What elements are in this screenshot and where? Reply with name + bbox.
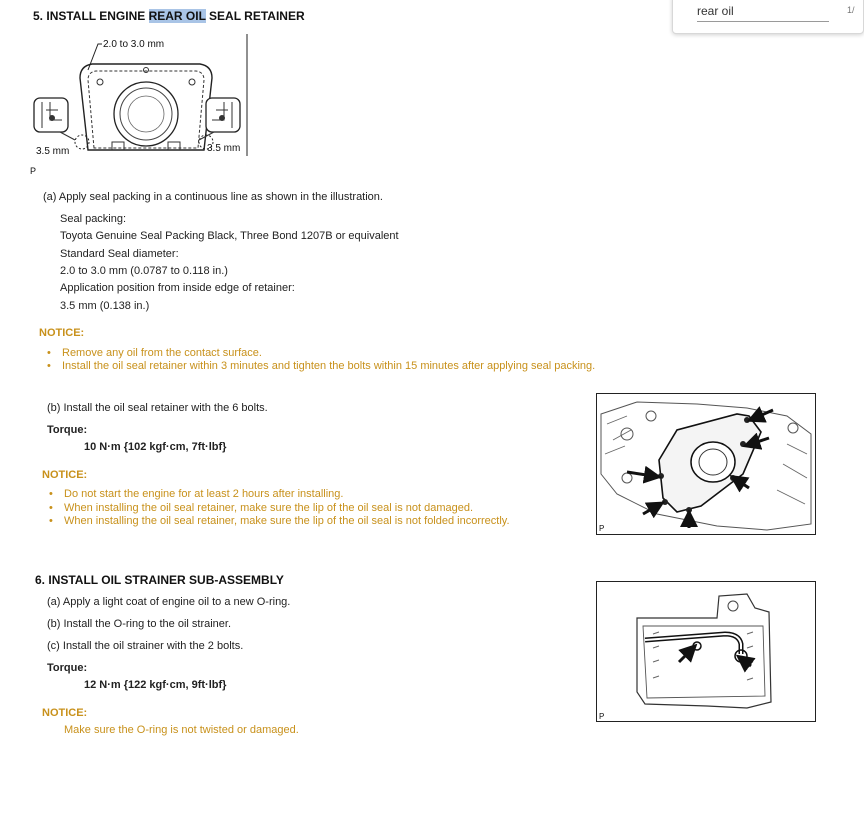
notice-1-item: • Remove any oil from the contact surface. [47, 347, 262, 359]
notice-2-label: NOTICE: [42, 469, 88, 481]
figure-corner-mark: P [599, 712, 605, 721]
torque-label-5: Torque: [47, 424, 88, 436]
notice-2-item: • Do not start the engine for at least 2 hours after installing. [49, 488, 343, 500]
notice-3-text: Make sure the O-ring is not twisted or damaged. [64, 724, 299, 736]
detail-application-value: 3.5 mm (0.138 in.) [60, 300, 150, 312]
section-6-title: INSTALL OIL STRAINER SUB-ASSEMBLY [48, 573, 284, 587]
notice-2-item: • When installing the oil seal retainer, make sure the lip of the oil seal is not damaged. [49, 502, 473, 514]
oil-strainer-figure [596, 581, 816, 722]
detail-seal-packing-value: Toyota Genuine Seal Packing Black, Three Bond 1207B or equivalent [60, 230, 399, 242]
step-5a: (a) Apply seal packing in a continuous line as shown in the illustration. [43, 191, 383, 203]
notice-1-label: NOTICE: [39, 327, 85, 339]
step-6b: (b) Install the O-ring to the oil strainer. [47, 618, 232, 630]
torque-value-6: 12 N·m {122 kgf·cm, 9ft·lbf} [84, 679, 227, 691]
step-6c: (c) Install the oil strainer with the 2 bolts. [47, 640, 244, 652]
section-6-number: 6. [35, 573, 46, 587]
section-5-heading [33, 9, 305, 23]
torque-value-5: 10 N·m {102 kgf·cm, 7ft·lbf} [84, 441, 227, 453]
seal-retainer-diagram [28, 30, 258, 178]
detail-seal-diameter-value: 2.0 to 3.0 mm (0.0787 to 0.118 in.) [60, 265, 228, 277]
section-5-number: 5. [33, 9, 44, 23]
notice-1-item: • Install the oil seal retainer within 3 minutes and tighten the bolts within 15 minutes after applying seal packing. [47, 360, 595, 372]
oil-strainer-illustration [597, 582, 815, 721]
section-6-heading [35, 573, 284, 587]
figure-corner-mark: P [599, 524, 605, 533]
figure-label-left-position: 3.5 mm [36, 146, 70, 157]
find-input[interactable] [697, 3, 829, 22]
step-5b: (b) Install the oil seal retainer with the 6 bolts. [47, 402, 268, 414]
oil-seal-retainer-figure [596, 393, 816, 535]
figure-label-right-position: 3.5 mm [207, 143, 241, 154]
section-5-title-post: SEAL RETAINER [205, 9, 305, 23]
step-6a: (a) Apply a light coat of engine oil to a new O-ring. [47, 596, 291, 608]
search-highlight: REAR OIL [148, 9, 206, 23]
figure-label-seal-diameter: 2.0 to 3.0 mm [103, 39, 165, 50]
detail-application-label: Application position from inside edge of retainer: [60, 282, 295, 294]
detail-seal-packing-label: Seal packing: [60, 213, 127, 225]
notice-2-item: • When installing the oil seal retainer, make sure the lip of the oil seal is not folded incorrectly. [49, 515, 510, 527]
find-match-count: 1/ [847, 5, 855, 15]
section-5-title-pre: INSTALL ENGINE [46, 9, 149, 23]
oil-seal-retainer-illustration [597, 394, 815, 534]
detail-seal-diameter-label: Standard Seal diameter: [60, 248, 179, 260]
torque-label-6: Torque: [47, 662, 88, 674]
figure-corner-mark: P [30, 166, 37, 176]
notice-3-label: NOTICE: [42, 707, 88, 719]
find-bar [672, 0, 864, 34]
